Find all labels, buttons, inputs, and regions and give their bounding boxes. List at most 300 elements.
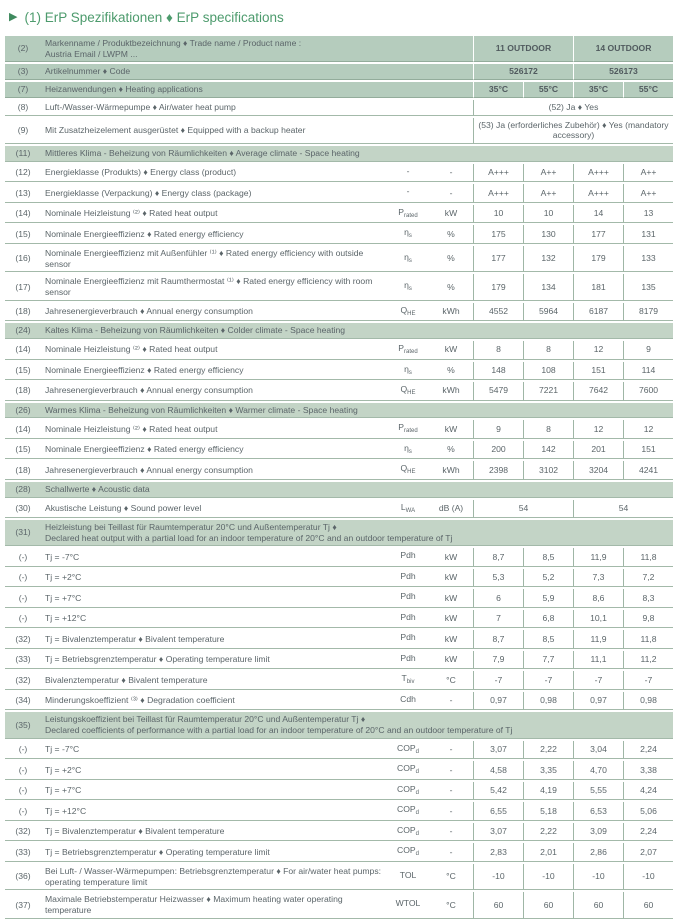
erp-spec-table bbox=[5, 34, 673, 921]
row-label-text: Mit Zusatzheizelement ausgerüstet ♦ Equipped with a backup heater bbox=[45, 125, 306, 136]
row-value: 130 bbox=[523, 225, 573, 244]
symbol-subscript: d bbox=[415, 810, 419, 817]
row-value: 4552 bbox=[473, 303, 523, 322]
symbol-main: COP bbox=[397, 742, 416, 753]
symbol-main: Pdh bbox=[400, 570, 416, 581]
row-value: 3204 bbox=[573, 461, 623, 480]
row-value: 35°C bbox=[573, 82, 623, 98]
symbol-main: COP bbox=[397, 783, 416, 794]
row-unit: °C bbox=[429, 892, 473, 918]
row-symbol bbox=[387, 461, 429, 480]
row-unit: - bbox=[429, 802, 473, 821]
row-unit: - bbox=[429, 741, 473, 760]
symbol-main: Q bbox=[400, 463, 408, 474]
symbol-main: Cdh bbox=[400, 693, 416, 704]
row-value: 6,55 bbox=[473, 802, 523, 821]
row-value: 11,8 bbox=[623, 630, 673, 649]
row-unit: % bbox=[429, 274, 473, 300]
row-symbol bbox=[387, 164, 429, 183]
symbol-main: Pdh bbox=[400, 632, 416, 643]
page-title bbox=[9, 10, 673, 25]
row-number: (14) bbox=[5, 341, 41, 360]
row-value: 7,9 bbox=[473, 651, 523, 670]
row-value: -7 bbox=[473, 671, 523, 690]
table-row bbox=[5, 782, 673, 801]
row-label bbox=[41, 630, 387, 649]
row-number: (34) bbox=[5, 692, 41, 711]
row-symbol bbox=[387, 782, 429, 801]
row-symbol bbox=[387, 823, 429, 842]
row-label bbox=[41, 802, 387, 821]
row-label bbox=[41, 441, 387, 460]
row-number: (14) bbox=[5, 205, 41, 224]
symbol-main: WTOL bbox=[395, 898, 421, 909]
table-row bbox=[5, 64, 673, 80]
row-value: -7 bbox=[573, 671, 623, 690]
symbol-subscript: s bbox=[408, 257, 412, 264]
row-symbol bbox=[387, 671, 429, 690]
row-label bbox=[41, 303, 387, 322]
symbol-main: Pdh bbox=[400, 550, 416, 561]
table-row bbox=[5, 100, 673, 116]
row-value: 60 bbox=[573, 892, 623, 918]
row-value: 60 bbox=[523, 892, 573, 918]
row-number: (-) bbox=[5, 548, 41, 567]
row-label-text-line2: Declared coefficients of performance with a partial load for an indoor temperature of 20°C and an outdoor temperature of Tj bbox=[45, 725, 513, 736]
row-value: 133 bbox=[623, 246, 673, 272]
row-unit: - bbox=[429, 184, 473, 203]
row-label bbox=[41, 118, 473, 144]
row-label-text: Leistungskoeffizient bei Teillast für Raumtemperatur 20°C und Außentemperatur Tj ♦ bbox=[45, 714, 366, 725]
row-value: 5,3 bbox=[473, 569, 523, 588]
symbol-subscript: s bbox=[408, 233, 412, 240]
row-number: (33) bbox=[5, 651, 41, 670]
row-value: 7,7 bbox=[523, 651, 573, 670]
row-value: 2,24 bbox=[623, 823, 673, 842]
row-value: 7642 bbox=[573, 382, 623, 401]
section-header-row bbox=[5, 403, 673, 419]
symbol-subscript: s bbox=[408, 286, 412, 293]
symbol-main: L bbox=[400, 501, 406, 512]
row-symbol bbox=[387, 341, 429, 360]
row-value: 11 OUTDOOR bbox=[473, 36, 573, 62]
row-label-text: Tj = Betriebsgrenztemperatur ♦ Operating temperature limit bbox=[45, 846, 270, 857]
row-value: 2,01 bbox=[523, 843, 573, 862]
row-unit: kWh bbox=[429, 303, 473, 322]
row-label bbox=[41, 82, 473, 98]
row-value: 10 bbox=[473, 205, 523, 224]
row-value: 6187 bbox=[573, 303, 623, 322]
row-label-text: Tj = +12°C bbox=[45, 805, 87, 816]
row-unit: kW bbox=[429, 548, 473, 567]
symbol-subscript: rated bbox=[404, 349, 418, 356]
row-unit: kW bbox=[429, 610, 473, 629]
row-value: 54 bbox=[473, 500, 573, 519]
row-label bbox=[41, 782, 387, 801]
row-symbol bbox=[387, 184, 429, 203]
symbol-subscript: biv bbox=[406, 679, 415, 686]
table-row bbox=[5, 382, 673, 401]
row-number: (37) bbox=[5, 892, 41, 918]
row-unit: °C bbox=[429, 864, 473, 890]
row-value: 60 bbox=[473, 892, 523, 918]
row-number: (-) bbox=[5, 589, 41, 608]
row-label bbox=[41, 892, 387, 918]
row-unit: - bbox=[429, 164, 473, 183]
row-value: 177 bbox=[473, 246, 523, 272]
table-row bbox=[5, 610, 673, 629]
symbol-main: η bbox=[404, 442, 409, 453]
row-value: 6,53 bbox=[573, 802, 623, 821]
symbol-main: - bbox=[406, 186, 410, 197]
row-label bbox=[41, 100, 473, 116]
row-value: 54 bbox=[573, 500, 673, 519]
row-label-text: Warmes Klima - Beheizung von Räumlichkeiten ♦ Warmer climate - Space heating bbox=[45, 404, 358, 415]
symbol-main: η bbox=[404, 363, 409, 374]
symbol-subscript: HE bbox=[407, 390, 416, 397]
row-label bbox=[41, 323, 673, 339]
row-unit: % bbox=[429, 362, 473, 381]
row-label bbox=[41, 274, 387, 300]
row-symbol bbox=[387, 362, 429, 381]
row-symbol bbox=[387, 441, 429, 460]
row-label bbox=[41, 569, 387, 588]
row-unit: kW bbox=[429, 420, 473, 439]
row-value: A+++ bbox=[473, 164, 523, 183]
row-value: 7221 bbox=[523, 382, 573, 401]
table-row bbox=[5, 420, 673, 439]
row-value: 9,8 bbox=[623, 610, 673, 629]
row-value: 11,8 bbox=[623, 548, 673, 567]
symbol-main: P bbox=[398, 206, 405, 217]
row-number: (11) bbox=[5, 146, 41, 162]
row-label bbox=[41, 482, 673, 498]
row-symbol bbox=[387, 225, 429, 244]
row-unit: - bbox=[429, 782, 473, 801]
table-row bbox=[5, 246, 673, 272]
row-symbol bbox=[387, 761, 429, 780]
row-value: 8179 bbox=[623, 303, 673, 322]
row-label bbox=[41, 362, 387, 381]
row-label-text: Nominale Energieeffizienz ♦ Rated energy efficiency bbox=[45, 364, 244, 375]
row-unit: °C bbox=[429, 671, 473, 690]
row-label-text: Artikelnummer ♦ Code bbox=[45, 66, 131, 77]
row-number: (7) bbox=[5, 82, 41, 98]
row-value: 5,2 bbox=[523, 569, 573, 588]
row-value: 4,24 bbox=[623, 782, 673, 801]
row-label bbox=[41, 64, 473, 80]
row-value: 0,97 bbox=[573, 692, 623, 711]
row-value: 2,83 bbox=[473, 843, 523, 862]
row-value: 14 OUTDOOR bbox=[573, 36, 673, 62]
row-value: 135 bbox=[623, 274, 673, 300]
row-label-text: Tj = Bivalenztemperatur ♦ Bivalent temperature bbox=[45, 633, 225, 644]
row-symbol bbox=[387, 274, 429, 300]
row-label-text: Tj = +2°C bbox=[45, 572, 82, 583]
table-row bbox=[5, 500, 673, 519]
row-value: 8,5 bbox=[523, 548, 573, 567]
symbol-subscript: HE bbox=[407, 469, 416, 476]
row-number: (15) bbox=[5, 441, 41, 460]
row-value: 5964 bbox=[523, 303, 573, 322]
row-value: 5,42 bbox=[473, 782, 523, 801]
row-value: 55°C bbox=[523, 82, 573, 98]
row-unit: dB (A) bbox=[429, 500, 473, 519]
row-unit: - bbox=[429, 692, 473, 711]
symbol-main: Pdh bbox=[400, 611, 416, 622]
table-row bbox=[5, 692, 673, 711]
row-value: -10 bbox=[473, 864, 523, 890]
row-number: (18) bbox=[5, 382, 41, 401]
row-label-text: Tj = -7°C bbox=[45, 551, 80, 562]
symbol-main: COP bbox=[397, 804, 416, 815]
row-value: 10,1 bbox=[573, 610, 623, 629]
row-unit: kWh bbox=[429, 461, 473, 480]
row-value: 526173 bbox=[573, 64, 673, 80]
row-value: 4,58 bbox=[473, 761, 523, 780]
row-unit: - bbox=[429, 761, 473, 780]
row-label-text: Maximale Betriebstemperatur Heizwasser ♦ Maximum heating water operating temperature bbox=[45, 894, 343, 916]
row-symbol bbox=[387, 420, 429, 439]
row-value: 10 bbox=[523, 205, 573, 224]
row-unit: kWh bbox=[429, 382, 473, 401]
table-row bbox=[5, 823, 673, 842]
row-value: 2,07 bbox=[623, 843, 673, 862]
row-label bbox=[41, 184, 387, 203]
row-symbol bbox=[387, 802, 429, 821]
row-value: 132 bbox=[523, 246, 573, 272]
table-row bbox=[5, 164, 673, 183]
row-number: (32) bbox=[5, 671, 41, 690]
row-label-text: Nominale Heizleistung ⁽²⁾ ♦ Rated heat output bbox=[45, 423, 218, 434]
row-value: 6 bbox=[473, 589, 523, 608]
symbol-subscript: d bbox=[415, 830, 419, 837]
section-header-row bbox=[5, 520, 673, 546]
symbol-subscript: rated bbox=[404, 212, 418, 219]
table-row bbox=[5, 225, 673, 244]
row-value: 3102 bbox=[523, 461, 573, 480]
row-value: 108 bbox=[523, 362, 573, 381]
row-unit: kW bbox=[429, 651, 473, 670]
row-unit: - bbox=[429, 823, 473, 842]
row-label-text: Nominale Energieeffizienz ♦ Rated energy efficiency bbox=[45, 228, 244, 239]
row-value: 5,18 bbox=[523, 802, 573, 821]
row-value: 3,07 bbox=[473, 741, 523, 760]
row-number: (32) bbox=[5, 823, 41, 842]
row-value: -7 bbox=[623, 671, 673, 690]
row-value: 11,2 bbox=[623, 651, 673, 670]
row-symbol bbox=[387, 382, 429, 401]
row-number: (2) bbox=[5, 36, 41, 62]
row-value: 3,38 bbox=[623, 761, 673, 780]
symbol-subscript: rated bbox=[404, 428, 418, 435]
row-label bbox=[41, 341, 387, 360]
row-symbol bbox=[387, 589, 429, 608]
row-value: 3,09 bbox=[573, 823, 623, 842]
row-label-text: Tj = -7°C bbox=[45, 744, 80, 755]
row-label-text: Nominale Energieeffizienz ♦ Rated energy efficiency bbox=[45, 444, 244, 455]
symbol-main: COP bbox=[397, 824, 416, 835]
row-label-text: Bivalenztemperatur ♦ Bivalent temperature bbox=[45, 674, 208, 685]
page-title-text: (1) ErP Spezifikationen ♦ ErP specifications bbox=[24, 10, 284, 25]
row-unit: kW bbox=[429, 569, 473, 588]
table-row bbox=[5, 741, 673, 760]
table-row bbox=[5, 118, 673, 144]
row-number: (-) bbox=[5, 569, 41, 588]
row-symbol bbox=[387, 651, 429, 670]
symbol-main: COP bbox=[397, 845, 416, 856]
row-value: 7,3 bbox=[573, 569, 623, 588]
row-label-text: Nominale Energieeffizienz mit Raumthermostat ⁽¹⁾ ♦ Rated energy efficiency with room sensor bbox=[45, 276, 373, 298]
row-number: (30) bbox=[5, 500, 41, 519]
row-label bbox=[41, 712, 673, 738]
row-label bbox=[41, 164, 387, 183]
table-row bbox=[5, 274, 673, 300]
symbol-main: T bbox=[401, 673, 407, 684]
row-value: 0,98 bbox=[623, 692, 673, 711]
triangle-bullet-icon: ▶ bbox=[9, 11, 18, 23]
row-label bbox=[41, 382, 387, 401]
row-label-text: Schallwerte ♦ Acoustic data bbox=[45, 483, 150, 494]
row-value: 179 bbox=[573, 246, 623, 272]
row-unit: % bbox=[429, 441, 473, 460]
row-label-text: Minderungskoeffizient ⁽³⁾ ♦ Degradation coefficient bbox=[45, 695, 235, 706]
row-symbol bbox=[387, 548, 429, 567]
row-number: (18) bbox=[5, 303, 41, 322]
symbol-main: COP bbox=[397, 763, 416, 774]
row-label bbox=[41, 864, 387, 890]
row-label bbox=[41, 589, 387, 608]
table-row bbox=[5, 651, 673, 670]
row-number: (3) bbox=[5, 64, 41, 80]
row-label-text: Jahresenergieverbrauch ♦ Annual energy consumption bbox=[45, 385, 253, 396]
row-unit: % bbox=[429, 246, 473, 272]
row-label bbox=[41, 146, 673, 162]
row-value: 8,7 bbox=[473, 630, 523, 649]
symbol-subscript: WA bbox=[405, 507, 416, 514]
row-value: 7600 bbox=[623, 382, 673, 401]
row-value: 151 bbox=[623, 441, 673, 460]
row-value: A++ bbox=[523, 184, 573, 203]
row-value: 5,55 bbox=[573, 782, 623, 801]
row-value: -10 bbox=[573, 864, 623, 890]
row-value: 7,2 bbox=[623, 569, 673, 588]
row-value: 4,19 bbox=[523, 782, 573, 801]
row-unit: - bbox=[429, 843, 473, 862]
row-value: 12 bbox=[573, 420, 623, 439]
row-label bbox=[41, 403, 673, 419]
row-label bbox=[41, 761, 387, 780]
row-label bbox=[41, 500, 387, 519]
row-label-text: Heizanwendungen ♦ Heating applications bbox=[45, 84, 203, 95]
row-label-text: Tj = +7°C bbox=[45, 592, 82, 603]
row-value: 2,86 bbox=[573, 843, 623, 862]
row-value: 5479 bbox=[473, 382, 523, 401]
row-value: 201 bbox=[573, 441, 623, 460]
table-row bbox=[5, 671, 673, 690]
row-value: 0,97 bbox=[473, 692, 523, 711]
row-value: 179 bbox=[473, 274, 523, 300]
row-symbol bbox=[387, 843, 429, 862]
row-label bbox=[41, 461, 387, 480]
row-value: 8,3 bbox=[623, 589, 673, 608]
section-header-row bbox=[5, 146, 673, 162]
row-symbol bbox=[387, 500, 429, 519]
table-row bbox=[5, 303, 673, 322]
row-symbol bbox=[387, 892, 429, 918]
row-number: (35) bbox=[5, 712, 41, 738]
table-row bbox=[5, 843, 673, 862]
row-label bbox=[41, 651, 387, 670]
row-label-text: Tj = +12°C bbox=[45, 613, 87, 624]
symbol-subscript: d bbox=[415, 769, 419, 776]
row-label bbox=[41, 671, 387, 690]
row-value: -7 bbox=[523, 671, 573, 690]
symbol-main: TOL bbox=[399, 869, 417, 880]
row-number: (-) bbox=[5, 782, 41, 801]
row-value: 200 bbox=[473, 441, 523, 460]
table-row bbox=[5, 362, 673, 381]
row-label-text: Kaltes Klima - Beheizung von Räumlichkeiten ♦ Colder climate - Space heating bbox=[45, 325, 346, 336]
row-value: -10 bbox=[523, 864, 573, 890]
table-row bbox=[5, 82, 673, 98]
row-value: 142 bbox=[523, 441, 573, 460]
row-number: (-) bbox=[5, 761, 41, 780]
row-value: 3,07 bbox=[473, 823, 523, 842]
table-row bbox=[5, 461, 673, 480]
row-label-text: Nominale Heizleistung ⁽²⁾ ♦ Rated heat output bbox=[45, 208, 218, 219]
row-number: (15) bbox=[5, 362, 41, 381]
row-label bbox=[41, 246, 387, 272]
row-value: 134 bbox=[523, 274, 573, 300]
row-label-text: Nominale Heizleistung ⁽²⁾ ♦ Rated heat output bbox=[45, 344, 218, 355]
row-value: -10 bbox=[623, 864, 673, 890]
row-value: 2398 bbox=[473, 461, 523, 480]
table-row bbox=[5, 184, 673, 203]
row-label bbox=[41, 205, 387, 224]
row-number: (17) bbox=[5, 274, 41, 300]
row-value: 151 bbox=[573, 362, 623, 381]
row-label-text: Heizleistung bei Teillast für Raumtemperatur 20°C und Außentemperatur Tj ♦ bbox=[45, 522, 337, 533]
symbol-main: P bbox=[398, 343, 405, 354]
row-label-text: Tj = Bivalenztemperatur ♦ Bivalent temperature bbox=[45, 826, 225, 837]
row-value: 526172 bbox=[473, 64, 573, 80]
row-label-text: Jahresenergieverbrauch ♦ Annual energy consumption bbox=[45, 464, 253, 475]
table-row bbox=[5, 36, 673, 62]
row-value: 114 bbox=[623, 362, 673, 381]
row-label bbox=[41, 843, 387, 862]
table-row bbox=[5, 892, 673, 918]
row-unit: kW bbox=[429, 205, 473, 224]
row-value: 6,8 bbox=[523, 610, 573, 629]
row-label bbox=[41, 741, 387, 760]
row-label-text-line2: Declared heat output with a partial load for an indoor temperature of 20°C and an outdoor temperature of Tj bbox=[45, 532, 453, 543]
row-label-text: Luft-/Wasser-Wärmepumpe ♦ Air/water heat pump bbox=[45, 101, 236, 112]
row-unit: kW bbox=[429, 589, 473, 608]
row-value: 3,35 bbox=[523, 761, 573, 780]
symbol-main: Q bbox=[400, 384, 408, 395]
row-symbol bbox=[387, 246, 429, 272]
row-label-text-line2: Austria Email / LWPM ... bbox=[45, 48, 138, 59]
row-value: 8 bbox=[523, 341, 573, 360]
row-value: 13 bbox=[623, 205, 673, 224]
row-value: 3,04 bbox=[573, 741, 623, 760]
row-label-text: Bei Luft- / Wasser-Wärmepumpen: Betriebsgrenztemperatur ♦ For air/water heat pumps: operating temperature limit bbox=[45, 865, 382, 887]
row-number: (31) bbox=[5, 520, 41, 546]
symbol-subscript: s bbox=[408, 448, 412, 455]
row-label bbox=[41, 36, 473, 62]
row-label bbox=[41, 420, 387, 439]
